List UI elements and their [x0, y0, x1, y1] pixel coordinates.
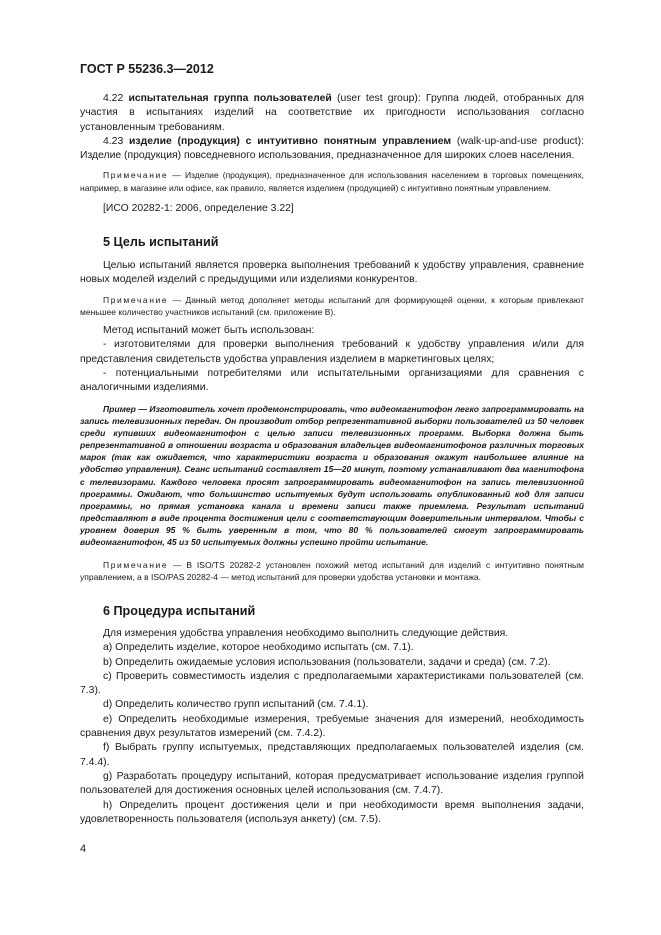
page-number: 4 [80, 843, 87, 855]
document-body [80, 91, 584, 827]
section-5-paragraph: Целью испытаний является проверка выполнения требований к удобству управления, сравнение новых моделей изделий с предыдущими или изделиями конкурентов. [80, 260, 584, 286]
list-item: a) Определить изделие, которое необходимо испытать (см. 7.1). [103, 642, 414, 654]
list-item: - изготовителями для проверки выполнения требований к удобству управления и/или для представления свидетельств удобства управления изделием в маркетинговых целях; [80, 339, 584, 365]
list-item: g) Разработать процедуру испытаний, которая предусматривает использование изделия группой пользователей для достижения основных целей использования (см. 7.4.7). [80, 770, 584, 797]
procedure-list [80, 641, 584, 827]
list-item: - потенциальными потребителями или испытательными организациями для сравнения с аналогичными изделиями. [80, 368, 584, 394]
section-5-note-2: Примечание — В ISO/TS 20282-2 установлен похожий метод испытаний для изделий с интуитивно понятным управлением, а в ISO/PAS 20282-4 — метод испытаний для проверки удобства установки и монтажа. [80, 559, 584, 582]
list-item: b) Определить ожидаемые условия использования (пользователи, задачи и среда) (см. 7.2). [103, 656, 551, 668]
list-item: e) Определить необходимые измерения, требуемые значения для измерений, необходимость сравнения двух результатов измерений (см. 7.4.2). [80, 713, 584, 740]
section-5-usage: Метод испытаний может быть использован: [103, 325, 315, 337]
document-header: ГОСТ Р 55236.3—2012 [80, 62, 214, 76]
example-paragraph: Пример — Изготовитель хочет продемонстрировать, что видеомагнитофон легко запрограммировать на запись телевизионных передач. Он производит отбор репрезентативной выборки пользователей из 50 человек среди купивших видеомагнитофон с целью записи телевизионных программ. Выборка должна быть репрезентативной в отношении возраста и образования владельцев видеомагнитофонов различных торговых марок (так как ожидается, что характеристики возраста и образования окажут наибольшее влияние на удобство управления). Сеанс испытаний составляет 15—20 минут, поэтому устанавливают два магнитофона с телевизорами. Каждого человека просят запрограммировать видеомагнитофон на запись телевизионной программы. Ожидают, что большинство испытуемых будут использовать опубликованный код для записи программы, но прямая установка канала и времени записи также приемлема. Результат испытаний представляют в виде процента достижения цели с соответствующим доверительным интервалом. Чтобы с уровнем доверия 95 % быть уверенным в том, что 80 % пользователей смогут запрограммировать видеомагнитофон, 45 из 50 испытуемых должны успешно пройти испытание. [80, 403, 584, 548]
list-item: f) Выбрать группу испытуемых, представляющих предполагаемых пользователей изделия (см. 7.4.4). [80, 742, 584, 768]
list-item: d) Определить количество групп испытаний (см. 7.4.1). [103, 699, 369, 711]
section-5-note: Примечание — Данный метод дополняет методы испытаний для формирующей оценки, к которым привлекают меньшее количество участников испытаний (см. приложение В). [80, 294, 584, 317]
definition-4-22: 4.22 испытательная группа пользователей (user test group): Группа людей, отобранных для участия в испытаниях изделий на соответствие их пригодности использования согласно установленным требованиям. [80, 93, 584, 133]
list-item: h) Определить процент достижения цели и при необходимости время выполнения задачи, удовлетворенность пользователя (используя анкету) (см. 7.5). [80, 799, 584, 825]
definition-4-23: 4.23 изделие (продукция) с интуитивно понятным управлением (walk-up-and-use product): Изделие (продукция) повседневного использования, предназначенное для широких слоев населения. [80, 135, 584, 162]
section-5-heading: 5 Цель испытаний [103, 235, 219, 250]
section-6-intro: Для измерения удобства управления необходимо выполнить следующие действия. [103, 627, 509, 639]
note-definition: Примечание — Изделие (продукция), предназначенное для использования населением в торговых помещениях, например, в магазине или офисе, как правило, является изделием (продукцией) с интуитивно понятным управлением. [80, 170, 584, 193]
section-6-heading: 6 Процедура испытаний [103, 603, 256, 618]
reference: [ИСО 20282-1: 2006, определение 3.22] [103, 202, 294, 214]
list-item: c) Проверить совместимость изделия с предполагаемыми характеристиками пользователей (см. 7.3). [80, 670, 584, 697]
